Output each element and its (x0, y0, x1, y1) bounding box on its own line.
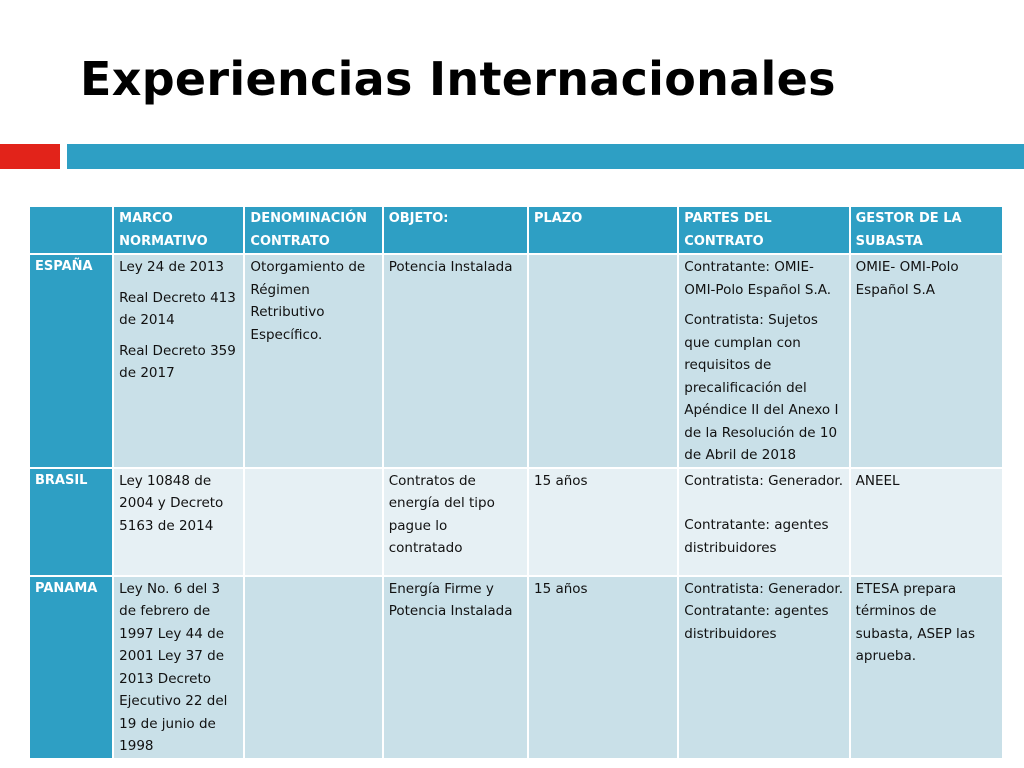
accent-bar-blue (67, 144, 1024, 169)
plazo-cell: 15 años (529, 469, 677, 575)
gestor-cell: ETESA prepara términos de subasta, ASEP las aprueba. (851, 577, 1002, 758)
header-denominacion-contrato: DENOMINACIÓN CONTRATO (245, 207, 381, 253)
country-cell: BRASIL (30, 469, 112, 575)
header-partes-contrato: PARTES DEL CONTRATO (679, 207, 848, 253)
slide-title: Experiencias Internacionales (80, 52, 836, 106)
partes-line: Contratante: OMIE-OMI-Polo Español S.A. (684, 259, 832, 298)
partes-cell (679, 255, 848, 467)
plazo-cell: 15 años (529, 577, 677, 758)
comparison-table (28, 205, 1004, 760)
partes-cell (679, 577, 848, 758)
denominacion-cell (245, 469, 381, 575)
header-empty (30, 207, 112, 253)
plazo-cell (529, 255, 677, 467)
gestor-cell: OMIE- OMI-Polo Español S.A (851, 255, 1002, 467)
country-cell: PANAMA (30, 577, 112, 758)
partes-line: Contratista: Generador. (684, 472, 844, 489)
objeto-cell: Energía Firme y Potencia Instalada (384, 577, 527, 758)
marco-line: Ley 10848 de 2004 y Decreto 5163 de 2014 (119, 472, 224, 534)
table-row (30, 469, 1002, 575)
table-row (30, 577, 1002, 758)
denominacion-cell: Otorgamiento de Régimen Retributivo Específico. (245, 255, 381, 467)
objeto-cell: Contratos de energía del tipo pague lo contratado (384, 469, 527, 575)
header-objeto: OBJETO: (384, 207, 527, 253)
partes-line: Contratante: agentes distribuidores (684, 517, 829, 556)
partes-line: Contratante: agentes distribuidores (684, 603, 829, 642)
table-row (30, 255, 1002, 467)
marco-line: Ley 24 de 2013 (119, 259, 225, 275)
country-cell: ESPAÑA (30, 255, 112, 467)
objeto-cell: Potencia Instalada (384, 255, 527, 467)
header-plazo: PLAZO (529, 207, 677, 253)
gestor-cell: ANEEL (851, 469, 1002, 575)
table-header-row (30, 207, 1002, 253)
marco-line: Ley No. 6 del 3 de febrero de 1997 Ley 44 de 2001 Ley 37 de 2013 Decreto Ejecutivo 22 del 19 de junio de 1998 (119, 580, 228, 754)
partes-line: Contratista: Generador. (684, 580, 844, 597)
partes-cell (679, 469, 848, 575)
partes-line: Contratista: Sujetos que cumplan con requisitos de precalificación del Apéndice II del Anexo I de la Resolución de 10 de Abril de 2018 (684, 312, 839, 463)
marco-line: Real Decreto 359 de 2017 (119, 342, 236, 381)
marco-cell (114, 577, 243, 758)
header-marco-normativo: MARCO NORMATIVO (114, 207, 243, 253)
marco-cell (114, 255, 243, 467)
marco-cell (114, 469, 243, 575)
denominacion-cell (245, 577, 381, 758)
accent-bar-red (0, 144, 60, 169)
marco-line: Real Decreto 413 de 2014 (119, 289, 236, 328)
header-gestor-subasta: GESTOR DE LA SUBASTA (851, 207, 1002, 253)
